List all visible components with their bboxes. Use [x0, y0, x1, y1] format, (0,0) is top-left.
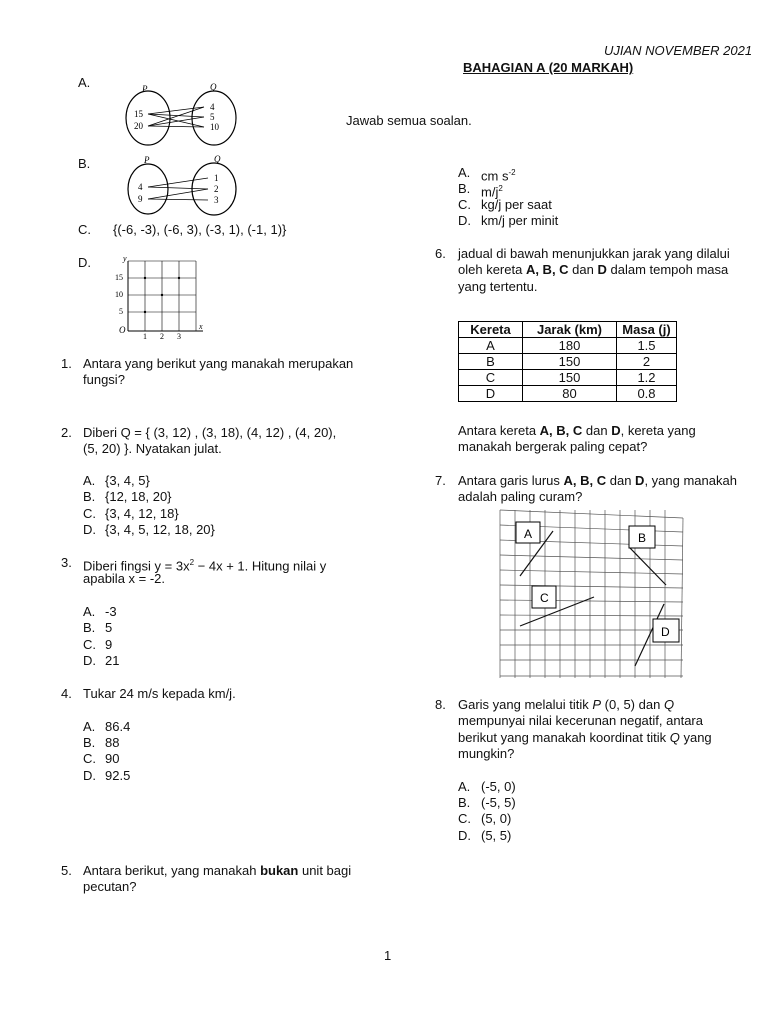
q5-text: Antara berikut, yang manakah bukan unit bagi	[83, 863, 352, 878]
table-cell: 1.5	[617, 338, 677, 354]
q5-option-text: km/j per minit	[481, 213, 559, 228]
option-c-text: {(-6, -3), (-6, 3), (-3, 1), (-1, 1)}	[113, 222, 287, 237]
q1-text: fungsi?	[83, 372, 125, 387]
q2-option-label: D.	[83, 522, 96, 537]
option-a-label: A.	[78, 75, 91, 90]
section-title: BAHAGIAN A (20 MARKAH)	[463, 60, 634, 75]
table-cell: C	[459, 370, 523, 386]
q6-question: manakah bergerak paling cepat?	[458, 439, 648, 454]
table-row	[459, 354, 677, 370]
table-row	[459, 338, 677, 354]
q2-option-text: {12, 18, 20}	[105, 489, 172, 504]
q8-option-text: (5, 5)	[481, 828, 512, 843]
table-cell: 0.8	[617, 386, 677, 402]
q4-text: Tukar 24 m/s kepada km/j.	[83, 686, 236, 701]
x-axis-label: x	[199, 322, 203, 331]
q4-option-text: 90	[105, 751, 120, 766]
y-axis-label: y	[123, 254, 127, 263]
q1-number: 1.	[61, 356, 72, 371]
q6-number: 6.	[435, 246, 446, 261]
q6-question: Antara kereta A, B, C dan D, kereta yang	[458, 423, 696, 438]
q7-text: adalah paling curam?	[458, 489, 583, 504]
origin-label: O	[119, 325, 126, 335]
table-cell: 2	[617, 354, 677, 370]
q8-option-text: (-5, 0)	[481, 779, 516, 794]
q4-option-text: 88	[105, 735, 120, 750]
arrow-diagram-b	[118, 153, 238, 218]
q3-text: apabila x = -2.	[83, 571, 166, 586]
page-number: 1	[384, 948, 392, 963]
steepness-grid	[498, 508, 690, 680]
p-item: 4	[138, 182, 143, 192]
q8-text: Garis yang melalui titik P (0, 5) dan Q	[458, 697, 675, 712]
q4-option-text: 92.5	[105, 768, 131, 783]
option-b-label: B.	[78, 156, 91, 171]
q8-text: mempunyai nilai kecerunan negatif, antara	[458, 713, 703, 728]
line-c	[520, 597, 594, 626]
q8-text: berikut yang manakah koordinat titik Q yang	[458, 730, 712, 745]
q5-option-text: $m/j^2$	[481, 184, 503, 200]
q-item: 5	[210, 112, 215, 122]
table-row	[459, 386, 677, 402]
q2-option-label: B.	[83, 489, 96, 504]
q8-option-text: (-5, 5)	[481, 795, 516, 810]
q3-text: Diberi fingsi $y = 3x^2 - 4x + 1$. Hitung nilai y	[83, 558, 327, 574]
table-cell: 80	[523, 386, 617, 402]
q8-text: mungkin?	[458, 746, 515, 761]
label-b: B	[638, 531, 647, 545]
line-b	[630, 548, 666, 585]
q3-option-label: B.	[83, 620, 96, 635]
q3-option-label: D.	[83, 653, 96, 668]
label-a: A	[524, 527, 533, 541]
q8-option-label: C.	[458, 811, 471, 826]
q7-number: 7.	[435, 473, 446, 488]
q5-number: 5.	[61, 863, 72, 878]
q6-text: jadual di bawah menunjukkan jarak yang dilalui	[458, 246, 730, 261]
exam-header: UJIAN NOVEMBER 2021	[604, 43, 753, 58]
table-cell: 150	[523, 370, 617, 386]
q-item: 1	[214, 173, 219, 183]
q4-option-text: 86.4	[105, 719, 131, 734]
table-cell: B	[459, 354, 523, 370]
table-cell: A	[459, 338, 523, 354]
label-c: C	[540, 591, 549, 605]
q8-option-label: B.	[458, 795, 471, 810]
q8-number: 8.	[435, 697, 446, 712]
q4-option-label: B.	[83, 735, 96, 750]
q5-option-label: A.	[458, 165, 471, 180]
q3-option-text: 21	[105, 653, 120, 668]
option-c-label: C.	[78, 222, 91, 237]
q2-text: (5, 20) }. Nyatakan julat.	[83, 441, 222, 456]
q4-option-label: A.	[83, 719, 96, 734]
x-tick: 3	[177, 332, 181, 341]
p-item: 20	[134, 121, 143, 131]
q6-text: oleh kereta A, B, C dan D dalam tempoh masa	[458, 262, 729, 277]
q7-text: Antara garis lurus A, B, C dan D, yang manakah	[458, 473, 737, 488]
q5-text: pecutan?	[83, 879, 137, 894]
table-header: Jarak (km)	[523, 322, 617, 338]
q4-option-label: C.	[83, 751, 96, 766]
table-cell: 180	[523, 338, 617, 354]
table-header: Masa (j)	[617, 322, 677, 338]
distance-table	[458, 321, 677, 402]
graph-d	[113, 253, 208, 341]
p-item: 15	[134, 109, 143, 119]
q-item: 3	[214, 195, 219, 205]
table-row	[459, 370, 677, 386]
q3-option-label: C.	[83, 637, 96, 652]
x-tick: 2	[160, 332, 164, 341]
set-p-label: P	[144, 155, 150, 165]
table-cell: 150	[523, 354, 617, 370]
q3-option-text: 5	[105, 620, 113, 635]
x-tick: 1	[143, 332, 147, 341]
set-q-label: Q	[210, 82, 217, 92]
q3-option-label: A.	[83, 604, 96, 619]
q4-number: 4.	[61, 686, 72, 701]
q-item: 4	[210, 102, 215, 112]
y-tick: 10	[115, 290, 123, 299]
option-d-label: D.	[78, 255, 91, 270]
q3-option-text: 9	[105, 637, 113, 652]
q5-option-text: kg/j per saat	[481, 197, 552, 212]
q1-text: Antara yang berikut yang manakah merupakan	[83, 356, 354, 371]
table-cell: 1.2	[617, 370, 677, 386]
label-d: D	[661, 625, 670, 639]
q2-option-text: {3, 4, 5, 12, 18, 20}	[105, 522, 215, 537]
q2-number: 2.	[61, 425, 72, 440]
set-q-label: Q	[214, 154, 221, 164]
q8-option-label: D.	[458, 828, 471, 843]
arrow-diagram-a	[118, 80, 238, 150]
instruction: Jawab semua soalan.	[346, 113, 472, 128]
table-cell: D	[459, 386, 523, 402]
set-p-label: P	[142, 84, 148, 94]
q-item: 2	[214, 184, 219, 194]
q5-option-label: C.	[458, 197, 471, 212]
q4-option-label: D.	[83, 768, 96, 783]
p-item: 9	[138, 194, 143, 204]
y-tick: 5	[119, 307, 123, 316]
q-item: 10	[210, 122, 219, 132]
table-header: Kereta	[459, 322, 523, 338]
q3-number: 3.	[61, 555, 72, 570]
q2-option-label: A.	[83, 473, 96, 488]
q5-option-label: D.	[458, 213, 471, 228]
q8-option-text: (5, 0)	[481, 811, 512, 826]
q8-option-label: A.	[458, 779, 471, 794]
q2-text: Diberi Q = { (3, 12) , (3, 18), (4, 12) , (4, 20),	[83, 425, 337, 440]
q3-option-text: -3	[105, 604, 117, 619]
q2-option-label: C.	[83, 506, 96, 521]
q6-text: yang tertentu.	[458, 279, 538, 294]
y-tick: 15	[115, 273, 123, 282]
q5-option-label: B.	[458, 181, 471, 196]
q2-option-text: {3, 4, 5}	[105, 473, 150, 488]
q2-option-text: {3, 4, 12, 18}	[105, 506, 179, 521]
q5-option-text: cm $s^{-2}$	[481, 168, 516, 184]
